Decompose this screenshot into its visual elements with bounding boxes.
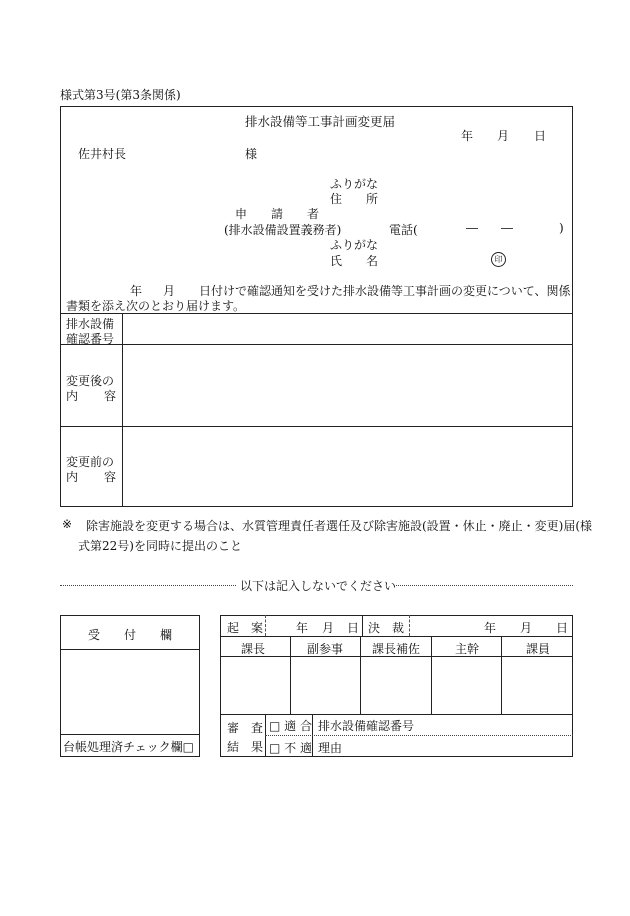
phone-dash: ―: [466, 221, 478, 235]
seal-mark: 印: [491, 252, 506, 267]
row-label-after: 変更後の: [66, 374, 115, 388]
furigana-name: ふりがな: [330, 238, 379, 252]
row-label-before: 変更前の: [66, 455, 115, 469]
row-label-char: 内: [66, 389, 79, 403]
divider: [60, 426, 573, 427]
confirm-number-label: 排水設備確認番号: [318, 719, 415, 733]
date-year: 年: [461, 129, 474, 143]
divider: [220, 636, 573, 637]
draft-label: 起 案: [227, 621, 264, 635]
approval-label: 決 裁: [368, 621, 405, 635]
role-header: 副参事: [307, 642, 344, 656]
divider: [60, 649, 200, 650]
review-ok-checkbox[interactable]: □ 適 合: [269, 719, 312, 733]
date-day: 日: [534, 129, 547, 143]
note-text: 式第22号)を同時に提出のこと: [78, 539, 242, 553]
role-header: 主幹: [455, 642, 480, 656]
phone-dash: ―: [501, 221, 513, 235]
row-label-char: 容: [103, 389, 116, 403]
reception-header: 受 付 欄: [88, 628, 173, 642]
divider: [409, 615, 410, 636]
address-label: 住 所: [330, 192, 379, 206]
divider: [362, 615, 363, 636]
phone-label: 電話(: [389, 223, 418, 237]
form-title: 排水設備等工事計画変更届: [245, 114, 396, 129]
divider: [60, 734, 200, 735]
divider-text: 以下は記入しないでください: [240, 579, 397, 593]
review-ng-checkbox[interactable]: □ 不 適: [269, 741, 312, 755]
divider: [265, 615, 266, 636]
dotted-rule: [60, 585, 236, 586]
addressee-name: 佐井村長: [78, 147, 127, 161]
applicant-label: 申 請 者: [235, 207, 320, 221]
approval-year: 年: [484, 621, 497, 635]
furigana-address: ふりがな: [330, 177, 379, 191]
row-label-confirm: 排水設備: [66, 317, 115, 331]
draft-year: 年: [296, 621, 309, 635]
divider: [360, 636, 361, 714]
divider: [220, 714, 573, 715]
divider: [60, 344, 573, 345]
row-label-after: [66, 387, 116, 404]
draft-day: 日: [347, 621, 360, 635]
divider: [290, 636, 291, 714]
phone-close: ): [559, 221, 564, 235]
note-mark: ※: [62, 517, 73, 531]
addressee-honorific: 様: [245, 147, 258, 161]
note-text: 除害施設を変更する場合は、水質管理責任者選任及び除害施設(設置・休止・廃止・変更)届(様: [86, 519, 593, 533]
statement-text: 書類を添え次のとおり届けます。: [66, 299, 246, 313]
role-header: 課員: [526, 642, 551, 656]
divider: [265, 735, 573, 736]
divider: [431, 636, 432, 714]
review-label: 審 査: [227, 721, 264, 735]
dotted-rule: [396, 585, 573, 586]
name-label: 氏 名: [330, 254, 379, 268]
ledger-check: 台帳処理済チェック欄□: [63, 740, 194, 754]
applicant-sublabel: (排水設備設置義務者): [224, 223, 342, 237]
divider: [122, 313, 123, 507]
role-header: 課長補佐: [372, 642, 421, 656]
date-month: 月: [497, 129, 510, 143]
row-label-char: 内: [66, 470, 79, 484]
reason-label: 理由: [318, 741, 343, 755]
row-label-confirm: 確認番号: [66, 332, 115, 346]
form-number: 様式第3号(第3条関係): [60, 88, 181, 102]
statement-text: 日付けで確認通知を受けた排水設備等工事計画の変更について、関係: [199, 284, 571, 298]
approval-month: 月: [520, 621, 533, 635]
divider: [501, 636, 502, 714]
review-label: 結 果: [227, 740, 264, 754]
draft-month: 月: [322, 621, 335, 635]
statement-year: 年: [130, 284, 143, 298]
statement-month: 月: [163, 284, 176, 298]
row-label-before: [66, 468, 116, 485]
approval-day: 日: [556, 621, 569, 635]
role-header: 課長: [241, 642, 266, 656]
row-label-char: 容: [103, 470, 116, 484]
